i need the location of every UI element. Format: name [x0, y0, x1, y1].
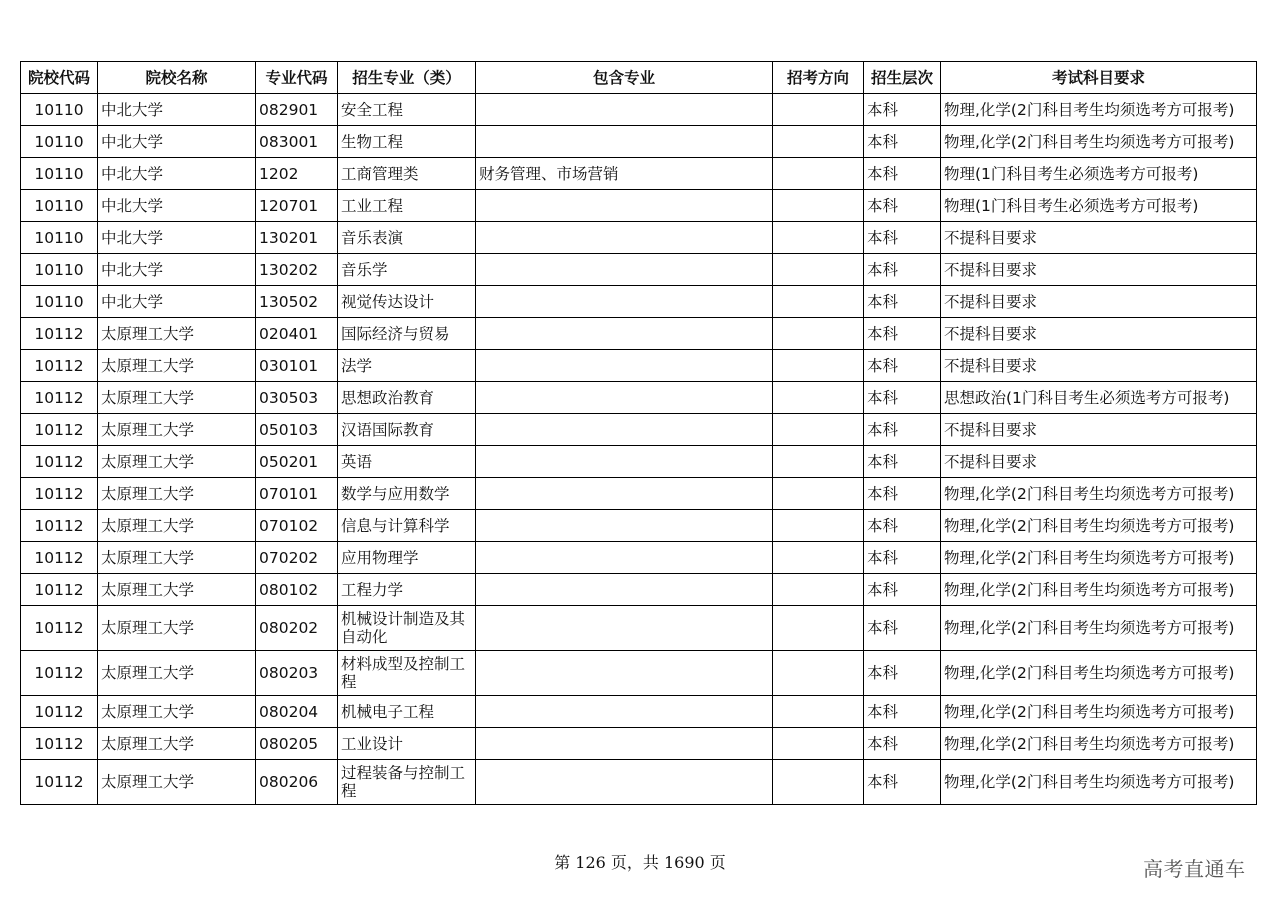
cell-level: 本科	[864, 190, 941, 222]
table-row	[21, 126, 1257, 158]
cell-requirement: 不提科目要求	[941, 350, 1257, 382]
cell-level: 本科	[864, 158, 941, 190]
col-header-direction: 招考方向	[773, 62, 864, 94]
cell-major: 音乐学	[338, 254, 476, 286]
cell-school-code: 10110	[21, 190, 98, 222]
cell-level: 本科	[864, 318, 941, 350]
cell-includes	[476, 286, 773, 318]
cell-major: 工业设计	[338, 728, 476, 760]
cell-school-code: 10110	[21, 254, 98, 286]
cell-level: 本科	[864, 254, 941, 286]
watermark-text: 高考直通车	[1143, 857, 1246, 881]
cell-includes	[476, 574, 773, 606]
cell-direction	[773, 318, 864, 350]
cell-major-code: 080203	[256, 651, 338, 696]
cell-requirement: 不提科目要求	[941, 254, 1257, 286]
cell-major: 过程装备与控制工程	[338, 760, 476, 805]
table-row	[21, 190, 1257, 222]
cell-requirement: 不提科目要求	[941, 222, 1257, 254]
cell-major: 材料成型及控制工程	[338, 651, 476, 696]
cell-includes	[476, 606, 773, 651]
cell-major: 思想政治教育	[338, 382, 476, 414]
cell-requirement: 不提科目要求	[941, 286, 1257, 318]
cell-major-code: 080202	[256, 606, 338, 651]
cell-school-code: 10112	[21, 728, 98, 760]
cell-level: 本科	[864, 651, 941, 696]
table-row	[21, 696, 1257, 728]
cell-direction	[773, 728, 864, 760]
cell-level: 本科	[864, 760, 941, 805]
cell-level: 本科	[864, 414, 941, 446]
table-row	[21, 286, 1257, 318]
table-row	[21, 382, 1257, 414]
cell-direction	[773, 446, 864, 478]
cell-direction	[773, 158, 864, 190]
table-row	[21, 318, 1257, 350]
cell-requirement: 物理,化学(2门科目考生均须选考方可报考)	[941, 126, 1257, 158]
cell-level: 本科	[864, 126, 941, 158]
cell-school-name: 太原理工大学	[98, 350, 256, 382]
cell-includes	[476, 254, 773, 286]
cell-major-code: 050201	[256, 446, 338, 478]
col-header-major-code: 专业代码	[256, 62, 338, 94]
cell-direction	[773, 126, 864, 158]
cell-requirement: 物理,化学(2门科目考生均须选考方可报考)	[941, 510, 1257, 542]
cell-major-code: 070102	[256, 510, 338, 542]
cell-major: 机械设计制造及其自动化	[338, 606, 476, 651]
cell-school-code: 10112	[21, 696, 98, 728]
cell-major: 国际经济与贸易	[338, 318, 476, 350]
cell-requirement: 物理(1门科目考生必须选考方可报考)	[941, 158, 1257, 190]
cell-school-name: 中北大学	[98, 158, 256, 190]
cell-school-name: 中北大学	[98, 254, 256, 286]
cell-direction	[773, 696, 864, 728]
cell-major-code: 082901	[256, 94, 338, 126]
cell-school-code: 10112	[21, 318, 98, 350]
col-header-school-code: 院校代码	[21, 62, 98, 94]
cell-school-code: 10112	[21, 478, 98, 510]
cell-requirement: 思想政治(1门科目考生必须选考方可报考)	[941, 382, 1257, 414]
cell-requirement: 物理(1门科目考生必须选考方可报考)	[941, 190, 1257, 222]
cell-major: 视觉传达设计	[338, 286, 476, 318]
cell-includes	[476, 414, 773, 446]
cell-direction	[773, 382, 864, 414]
cell-major: 法学	[338, 350, 476, 382]
table-header-row	[21, 62, 1257, 94]
cell-level: 本科	[864, 510, 941, 542]
cell-direction	[773, 190, 864, 222]
cell-school-code: 10110	[21, 286, 98, 318]
cell-school-name: 太原理工大学	[98, 542, 256, 574]
cell-direction	[773, 94, 864, 126]
cell-major-code: 020401	[256, 318, 338, 350]
table-row	[21, 542, 1257, 574]
table-row	[21, 478, 1257, 510]
cell-includes	[476, 510, 773, 542]
table-body	[21, 94, 1257, 805]
cell-school-code: 10110	[21, 158, 98, 190]
cell-direction	[773, 510, 864, 542]
cell-school-name: 中北大学	[98, 94, 256, 126]
cell-includes	[476, 542, 773, 574]
cell-level: 本科	[864, 696, 941, 728]
cell-major-code: 030101	[256, 350, 338, 382]
cell-includes	[476, 190, 773, 222]
cell-major-code: 120701	[256, 190, 338, 222]
cell-direction	[773, 286, 864, 318]
cell-requirement: 物理,化学(2门科目考生均须选考方可报考)	[941, 728, 1257, 760]
cell-direction	[773, 651, 864, 696]
cell-requirement: 物理,化学(2门科目考生均须选考方可报考)	[941, 94, 1257, 126]
cell-school-name: 太原理工大学	[98, 696, 256, 728]
table-row	[21, 651, 1257, 696]
cell-requirement: 物理,化学(2门科目考生均须选考方可报考)	[941, 542, 1257, 574]
cell-school-code: 10112	[21, 574, 98, 606]
cell-school-code: 10112	[21, 606, 98, 651]
cell-major-code: 050103	[256, 414, 338, 446]
cell-school-code: 10112	[21, 760, 98, 805]
cell-direction	[773, 606, 864, 651]
cell-requirement: 物理,化学(2门科目考生均须选考方可报考)	[941, 606, 1257, 651]
cell-school-name: 太原理工大学	[98, 574, 256, 606]
cell-school-name: 太原理工大学	[98, 510, 256, 542]
cell-direction	[773, 760, 864, 805]
cell-school-code: 10112	[21, 414, 98, 446]
table-row	[21, 254, 1257, 286]
cell-includes	[476, 760, 773, 805]
cell-major: 英语	[338, 446, 476, 478]
col-header-requirement: 考试科目要求	[941, 62, 1257, 94]
cell-major: 数学与应用数学	[338, 478, 476, 510]
cell-direction	[773, 478, 864, 510]
cell-school-code: 10112	[21, 510, 98, 542]
cell-major: 汉语国际教育	[338, 414, 476, 446]
cell-school-code: 10112	[21, 542, 98, 574]
cell-major: 工业工程	[338, 190, 476, 222]
cell-major: 工程力学	[338, 574, 476, 606]
cell-level: 本科	[864, 286, 941, 318]
cell-school-name: 太原理工大学	[98, 414, 256, 446]
table-row	[21, 606, 1257, 651]
cell-school-code: 10112	[21, 382, 98, 414]
cell-school-name: 中北大学	[98, 126, 256, 158]
cell-direction	[773, 542, 864, 574]
admission-table	[20, 61, 1257, 805]
table-row	[21, 760, 1257, 805]
cell-requirement: 不提科目要求	[941, 318, 1257, 350]
cell-requirement: 物理,化学(2门科目考生均须选考方可报考)	[941, 696, 1257, 728]
table-row	[21, 222, 1257, 254]
cell-major: 信息与计算科学	[338, 510, 476, 542]
cell-level: 本科	[864, 574, 941, 606]
cell-major-code: 130202	[256, 254, 338, 286]
table-row	[21, 510, 1257, 542]
cell-school-name: 中北大学	[98, 286, 256, 318]
table-row	[21, 94, 1257, 126]
cell-level: 本科	[864, 446, 941, 478]
cell-level: 本科	[864, 542, 941, 574]
cell-school-code: 10112	[21, 350, 98, 382]
cell-major-code: 080205	[256, 728, 338, 760]
col-header-school-name: 院校名称	[98, 62, 256, 94]
cell-direction	[773, 222, 864, 254]
cell-school-code: 10110	[21, 94, 98, 126]
cell-requirement: 不提科目要求	[941, 446, 1257, 478]
cell-requirement: 物理,化学(2门科目考生均须选考方可报考)	[941, 478, 1257, 510]
cell-school-name: 太原理工大学	[98, 606, 256, 651]
table-row	[21, 728, 1257, 760]
cell-major-code: 030503	[256, 382, 338, 414]
cell-major: 安全工程	[338, 94, 476, 126]
cell-school-name: 太原理工大学	[98, 318, 256, 350]
cell-school-name: 太原理工大学	[98, 651, 256, 696]
col-header-major: 招生专业（类）	[338, 62, 476, 94]
cell-level: 本科	[864, 728, 941, 760]
cell-includes	[476, 382, 773, 414]
cell-major-code: 1202	[256, 158, 338, 190]
cell-level: 本科	[864, 222, 941, 254]
cell-major: 生物工程	[338, 126, 476, 158]
cell-school-name: 太原理工大学	[98, 382, 256, 414]
cell-major-code: 130502	[256, 286, 338, 318]
cell-direction	[773, 350, 864, 382]
table-row	[21, 446, 1257, 478]
cell-includes	[476, 94, 773, 126]
cell-level: 本科	[864, 382, 941, 414]
table-row	[21, 414, 1257, 446]
cell-includes	[476, 222, 773, 254]
cell-major-code: 080206	[256, 760, 338, 805]
cell-major: 应用物理学	[338, 542, 476, 574]
cell-includes	[476, 126, 773, 158]
table-row	[21, 158, 1257, 190]
cell-school-name: 太原理工大学	[98, 478, 256, 510]
cell-level: 本科	[864, 478, 941, 510]
cell-level: 本科	[864, 606, 941, 651]
cell-includes	[476, 318, 773, 350]
cell-includes	[476, 446, 773, 478]
cell-major-code: 080102	[256, 574, 338, 606]
cell-major-code: 070101	[256, 478, 338, 510]
cell-direction	[773, 574, 864, 606]
cell-major: 工商管理类	[338, 158, 476, 190]
cell-includes	[476, 651, 773, 696]
cell-major-code: 083001	[256, 126, 338, 158]
page-number: 第 126 页，共 1690 页	[554, 853, 726, 872]
cell-school-name: 中北大学	[98, 222, 256, 254]
cell-school-name: 中北大学	[98, 190, 256, 222]
cell-school-code: 10112	[21, 446, 98, 478]
table-row	[21, 350, 1257, 382]
cell-school-name: 太原理工大学	[98, 446, 256, 478]
col-header-level: 招生层次	[864, 62, 941, 94]
cell-direction	[773, 254, 864, 286]
cell-includes	[476, 478, 773, 510]
cell-level: 本科	[864, 94, 941, 126]
cell-includes	[476, 696, 773, 728]
cell-requirement: 不提科目要求	[941, 414, 1257, 446]
cell-major: 音乐表演	[338, 222, 476, 254]
cell-direction	[773, 414, 864, 446]
cell-requirement: 物理,化学(2门科目考生均须选考方可报考)	[941, 651, 1257, 696]
cell-major-code: 070202	[256, 542, 338, 574]
cell-major-code: 080204	[256, 696, 338, 728]
cell-school-name: 太原理工大学	[98, 728, 256, 760]
cell-requirement: 物理,化学(2门科目考生均须选考方可报考)	[941, 574, 1257, 606]
cell-school-code: 10112	[21, 651, 98, 696]
cell-level: 本科	[864, 350, 941, 382]
cell-includes: 财务管理、市场营销	[476, 158, 773, 190]
cell-school-code: 10110	[21, 222, 98, 254]
cell-includes	[476, 350, 773, 382]
cell-major: 机械电子工程	[338, 696, 476, 728]
cell-school-code: 10110	[21, 126, 98, 158]
cell-includes	[476, 728, 773, 760]
cell-requirement: 物理,化学(2门科目考生均须选考方可报考)	[941, 760, 1257, 805]
table-row	[21, 574, 1257, 606]
cell-school-name: 太原理工大学	[98, 760, 256, 805]
col-header-includes: 包含专业	[476, 62, 773, 94]
cell-major-code: 130201	[256, 222, 338, 254]
